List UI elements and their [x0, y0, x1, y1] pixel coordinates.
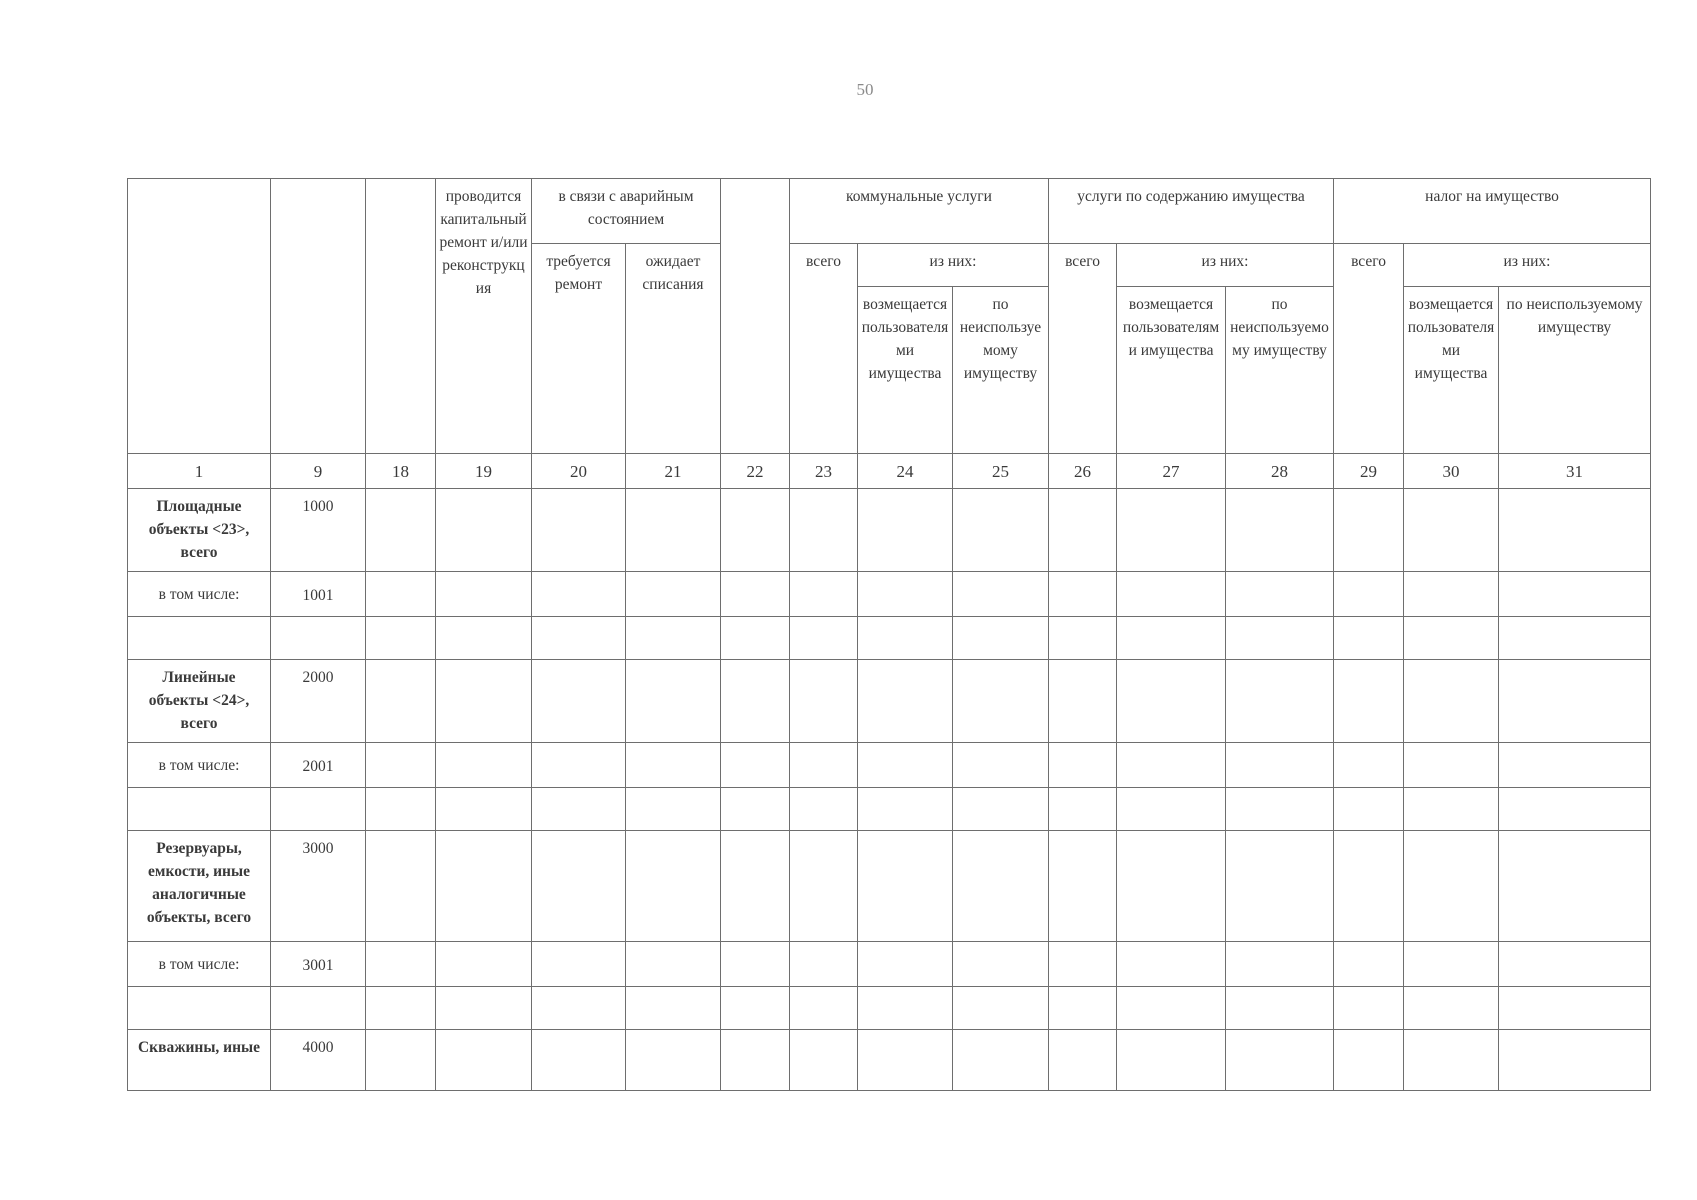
column-number: 1 [128, 454, 271, 489]
header-utilities-group: коммунальные услуги [790, 179, 1049, 244]
header-emergency-writeoff: ожидает списания [626, 244, 721, 454]
row-label: в том числе: [128, 942, 271, 987]
table-row [128, 788, 1651, 831]
table-row [128, 987, 1651, 1030]
header-maintenance-unused: по неиспользуемому имуществу [1226, 287, 1334, 454]
column-number: 31 [1499, 454, 1651, 489]
header-utilities-unused: по неиспользуемому имуществу [953, 287, 1049, 454]
column-number: 20 [532, 454, 626, 489]
header-blank-col-1 [128, 179, 271, 454]
header-blank-col-22 [721, 179, 790, 454]
row-label: Резервуары, емкости, иные аналогичные объекты, всего [128, 831, 271, 942]
table-row [128, 660, 1651, 743]
column-number: 30 [1404, 454, 1499, 489]
row-label: в том числе: [128, 572, 271, 617]
row-code: 1000 [271, 489, 366, 572]
column-number: 9 [271, 454, 366, 489]
column-number: 27 [1117, 454, 1226, 489]
row-code: 4000 [271, 1030, 366, 1091]
column-number: 26 [1049, 454, 1117, 489]
row-label: Линейные объекты <24>, всего [128, 660, 271, 743]
table-row [128, 489, 1651, 572]
header-tax-unused: по неиспользуемому имуществу [1499, 287, 1651, 454]
table-row [128, 831, 1651, 942]
row-label: Скважины, иные [128, 1030, 271, 1091]
table-row [128, 743, 1651, 788]
column-number: 18 [366, 454, 436, 489]
column-number: 25 [953, 454, 1049, 489]
column-number: 24 [858, 454, 953, 489]
header-property-tax-group: налог на имущество [1334, 179, 1651, 244]
header-emergency-repair: требуется ремонт [532, 244, 626, 454]
table-row [128, 942, 1651, 987]
header-tax-of-which: из них: [1404, 244, 1651, 287]
column-number: 28 [1226, 454, 1334, 489]
header-capital-repair: проводится капитальный ремонт и/или реконструкция [436, 179, 532, 454]
column-number: 19 [436, 454, 532, 489]
header-blank-col-9 [271, 179, 366, 454]
table-row [128, 572, 1651, 617]
header-tax-reimbursed: возмещается пользователями имущества [1404, 287, 1499, 454]
row-code: 3000 [271, 831, 366, 942]
row-label: Площадные объекты <23>, всего [128, 489, 271, 572]
row-code: 2001 [271, 743, 366, 788]
table-row [128, 1030, 1651, 1091]
header-tax-total: всего [1334, 244, 1404, 454]
row-code: 2000 [271, 660, 366, 743]
report-table [127, 178, 1651, 1091]
column-number: 23 [790, 454, 858, 489]
row-code: 1001 [271, 572, 366, 617]
table-row [128, 617, 1651, 660]
column-number-row [128, 454, 1651, 489]
row-label: в том числе: [128, 743, 271, 788]
column-number: 21 [626, 454, 721, 489]
page-number: 50 [856, 80, 874, 99]
header-utilities-reimbursed: возмещается пользователями имущества [858, 287, 953, 454]
header-row-1 [128, 179, 1651, 244]
column-number: 29 [1334, 454, 1404, 489]
header-blank-col-18 [366, 179, 436, 454]
header-maintenance-reimbursed: возмещается пользователями имущества [1117, 287, 1226, 454]
header-utilities-of-which: из них: [858, 244, 1049, 287]
header-maintenance-total: всего [1049, 244, 1117, 454]
header-utilities-total: всего [790, 244, 858, 454]
header-maintenance-of-which: из них: [1117, 244, 1334, 287]
column-number: 22 [721, 454, 790, 489]
header-maintenance-group: услуги по содержанию имущества [1049, 179, 1334, 244]
header-emergency-group: в связи с аварийным состоянием [532, 179, 721, 244]
row-code: 3001 [271, 942, 366, 987]
